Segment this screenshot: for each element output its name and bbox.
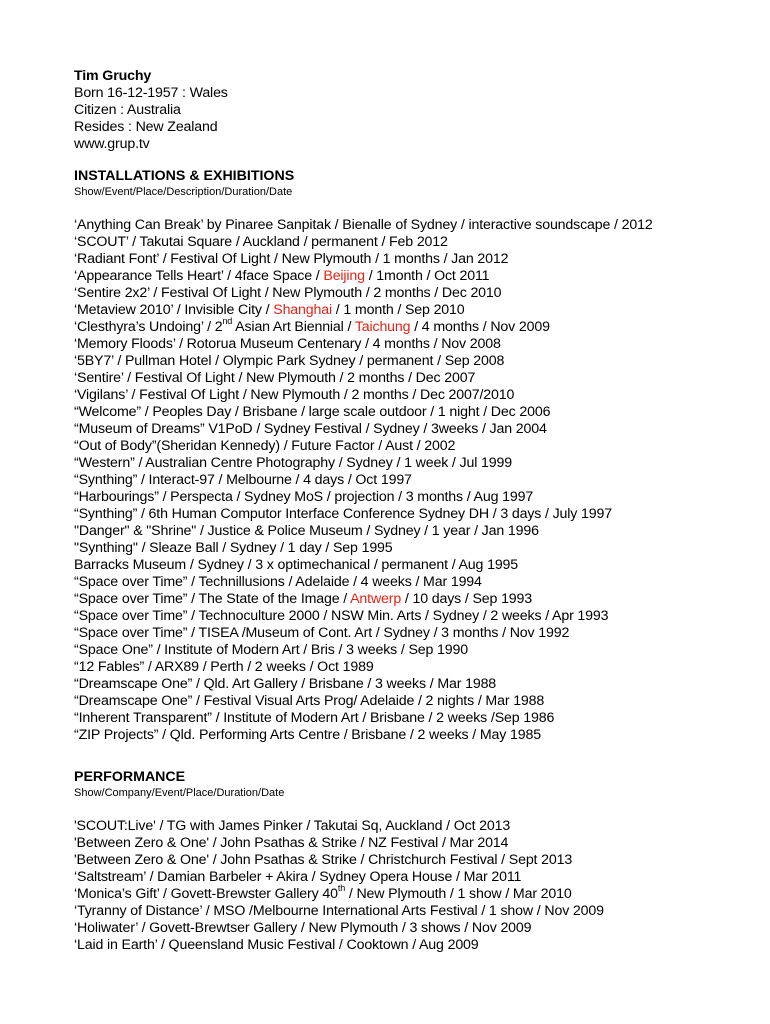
installations-heading: INSTALLATIONS & EXHIBITIONS bbox=[74, 168, 295, 184]
installation-entry: “Out of Body”(Sheridan Kennedy) / Future Factor / Aust / 2002 bbox=[74, 438, 456, 454]
installation-entry bbox=[74, 591, 653, 608]
installation-entry: ‘SCOUT’ / Takutai Square / Auckland / permanent / Feb 2012 bbox=[74, 234, 448, 250]
installation-entry: “Welcome” / Peoples Day / Brisbane / large scale outdoor / 1 night / Dec 2006 bbox=[74, 404, 551, 420]
performance-list bbox=[74, 818, 604, 954]
performance-subheading: Show/Company/Event/Place/Duration/Date bbox=[74, 787, 285, 799]
entry-text: Asian Art Biennial / bbox=[232, 319, 355, 335]
installation-entry: “Synthing” / Interact-97 / Melbourne / 4 days / Oct 1997 bbox=[74, 472, 412, 488]
performance-entry: ‘Tyranny of Distance’ / MSO /Melbourne International Arts Festival / 1 show / Nov 2009 bbox=[74, 903, 604, 919]
highlighted-city: Taichung bbox=[354, 319, 411, 335]
installation-entry: “Space One” / Institute of Modern Art / Bris / 3 weeks / Sep 1990 bbox=[74, 642, 469, 658]
website-line: www.grup.tv bbox=[74, 136, 150, 152]
performance-entry: 'Between Zero & One' / John Psathas & Strike / NZ Festival / Mar 2014 bbox=[74, 835, 509, 851]
installation-entry bbox=[74, 268, 653, 285]
entry-text: ‘Clesthyra’s Undoing’ / 2 bbox=[74, 319, 223, 335]
installation-entry: “Space over Time” / TISEA /Museum of Cont. Art / Sydney / 3 months / Nov 1992 bbox=[74, 625, 570, 641]
installations-section bbox=[74, 168, 294, 199]
entry-text: ‘Monica’s Gift’ / Govett-Brewster Gallery 40 bbox=[74, 886, 338, 902]
installation-entry: ‘Sentire’ / Festival Of Light / New Plymouth / 2 months / Dec 2007 bbox=[74, 370, 476, 386]
entry-text: ‘Appearance Tells Heart’ / 4face Space / bbox=[74, 268, 324, 284]
installation-entry: “Harbourings” / Perspecta / Sydney MoS / projection / 3 months / Aug 1997 bbox=[74, 489, 534, 505]
installation-entry: “Dreamscape One” / Festival Visual Arts Prog/ Adelaide / 2 nights / Mar 1988 bbox=[74, 693, 545, 709]
born-line: Born 16-12-1957 : Wales bbox=[74, 85, 228, 101]
installation-entry: ‘Anything Can Break’ by Pinaree Sanpitak / Bienalle of Sydney / interactive soundscape / 2012 bbox=[74, 217, 653, 233]
citizen-line: Citizen : Australia bbox=[74, 102, 181, 118]
header-block bbox=[74, 68, 228, 153]
ordinal-suffix: th bbox=[337, 883, 346, 894]
installation-entry: ‘Memory Floods’ / Rotorua Museum Centenary / 4 months / Nov 2008 bbox=[74, 336, 501, 352]
entry-text: ‘Metaview 2010’ / Invisible City / bbox=[74, 302, 274, 318]
highlighted-city: Shanghai bbox=[273, 302, 333, 318]
installation-entry: “Dreamscape One” / Qld. Art Gallery / Brisbane / 3 weeks / Mar 1988 bbox=[74, 676, 497, 692]
entry-text: / 4 months / Nov 2009 bbox=[410, 319, 550, 335]
installation-entry bbox=[74, 302, 653, 319]
highlighted-city: Antwerp bbox=[350, 591, 402, 607]
highlighted-city: Beijing bbox=[323, 268, 365, 284]
installation-entry: ‘5BY7’ / Pullman Hotel / Olympic Park Sydney / permanent / Sep 2008 bbox=[74, 353, 505, 369]
entry-text: / 1month / Oct 2011 bbox=[364, 268, 490, 284]
installations-list bbox=[74, 217, 653, 744]
installation-entry: "Danger" & "Shrine" / Justice & Police Museum / Sydney / 1 year / Jan 1996 bbox=[74, 523, 539, 539]
installation-entry: ‘Sentire 2x2’ / Festival Of Light / New Plymouth / 2 months / Dec 2010 bbox=[74, 285, 502, 301]
performance-heading: PERFORMANCE bbox=[74, 769, 186, 785]
installation-entry: “Space over Time” / Technoculture 2000 / NSW Min. Arts / Sydney / 2 weeks / Apr 1993 bbox=[74, 608, 609, 624]
installation-entry: “Museum of Dreams” V1PoD / Sydney Festival / Sydney / 3weeks / Jan 2004 bbox=[74, 421, 547, 437]
installation-entry: “Western” / Australian Centre Photography / Sydney / 1 week / Jul 1999 bbox=[74, 455, 512, 471]
performance-entry: ‘Holiwater’ / Govett-Brewtser Gallery / New Plymouth / 3 shows / Nov 2009 bbox=[74, 920, 532, 936]
entry-text: / New Plymouth / 1 show / Mar 2010 bbox=[345, 886, 572, 902]
performance-entry: 'Between Zero & One' / John Psathas & Strike / Christchurch Festival / Sept 2013 bbox=[74, 852, 573, 868]
installation-entry: “ZIP Projects” / Qld. Performing Arts Centre / Brisbane / 2 weeks / May 1985 bbox=[74, 727, 541, 743]
entry-text: / 10 days / Sep 1993 bbox=[401, 591, 533, 607]
performance-entry: ‘Laid in Earth’ / Queensland Music Festival / Cooktown / Aug 2009 bbox=[74, 937, 479, 953]
installation-entry: ‘Radiant Font’ / Festival Of Light / New Plymouth / 1 months / Jan 2012 bbox=[74, 251, 509, 267]
performance-entry: ‘Saltstream’ / Damian Barbeler + Akira / Sydney Opera House / Mar 2011 bbox=[74, 869, 522, 885]
installation-entry: “Synthing” / 6th Human Computor Interface Conference Sydney DH / 3 days / July 1997 bbox=[74, 506, 612, 522]
installation-entry: “12 Fables” / ARX89 / Perth / 2 weeks / Oct 1989 bbox=[74, 659, 374, 675]
entry-text: “Space over Time” / The State of the Image / bbox=[74, 591, 351, 607]
installation-entry: ‘Vigilans’ / Festival Of Light / New Plymouth / 2 months / Dec 2007/2010 bbox=[74, 387, 515, 403]
performance-entry bbox=[74, 883, 604, 903]
resides-line: Resides : New Zealand bbox=[74, 119, 218, 135]
installation-entry: "Synthing" / Sleaze Ball / Sydney / 1 day / Sep 1995 bbox=[74, 540, 393, 556]
installation-entry: “Space over Time” / Technillusions / Adelaide / 4 weeks / Mar 1994 bbox=[74, 574, 482, 590]
installation-entry bbox=[74, 316, 653, 336]
artist-name: Tim Gruchy bbox=[74, 68, 152, 84]
installation-entry: Barracks Museum / Sydney / 3 x optimechanical / permanent / Aug 1995 bbox=[74, 557, 519, 573]
entry-text: / 1 month / Sep 2010 bbox=[332, 302, 465, 318]
installations-subheading: Show/Event/Place/Description/Duration/Date bbox=[74, 186, 293, 198]
performance-entry: 'SCOUT:Live' / TG with James Pinker / Takutai Sq, Auckland / Oct 2013 bbox=[74, 818, 511, 834]
performance-section bbox=[74, 769, 284, 800]
installation-entry: “Inherent Transparent” / Institute of Modern Art / Brisbane / 2 weeks /Sep 1986 bbox=[74, 710, 555, 726]
ordinal-suffix: nd bbox=[222, 316, 233, 327]
